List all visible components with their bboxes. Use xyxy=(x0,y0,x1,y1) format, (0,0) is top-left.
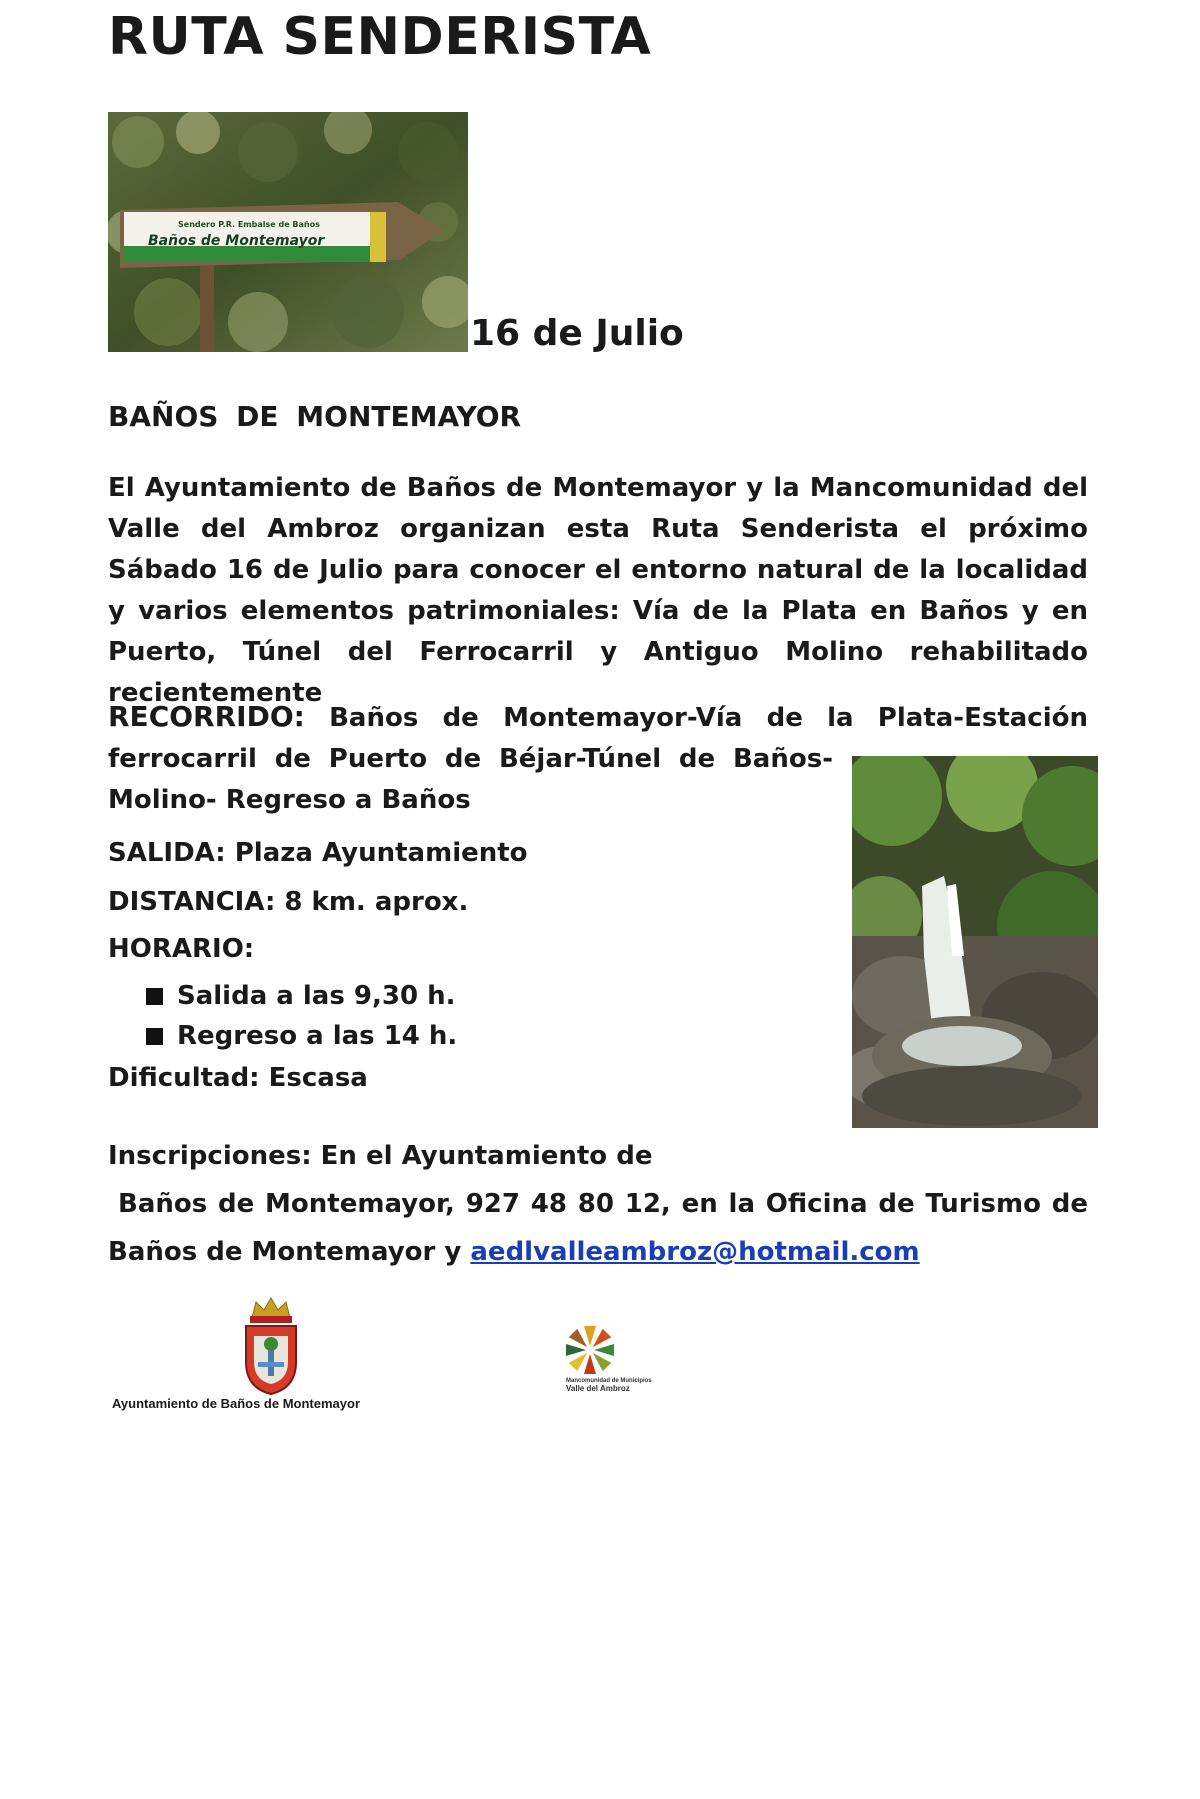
inscripciones-line-3 xyxy=(108,1228,1088,1276)
route-text-1: Baños de Montemayor-Vía de la Plata-Estación xyxy=(329,703,1088,733)
inscripciones-line-2: Baños de Montemayor, 927 48 80 12, en la Oficina de Turismo de xyxy=(118,1189,1088,1219)
logo2-caption-line2: Valle del Ambroz xyxy=(566,1383,630,1393)
horario-line: HORARIO: xyxy=(108,934,255,964)
square-bullet-icon xyxy=(146,988,163,1005)
inscripciones-block xyxy=(108,1132,1088,1276)
sign-line2: Baños de Montemayor xyxy=(148,233,325,249)
horario-item-2: Regreso a las 14 h. xyxy=(177,1021,458,1051)
logo1-caption: Ayuntamiento de Baños de Montemayor xyxy=(112,1396,360,1411)
route-line-3: Molino- Regreso a Baños xyxy=(108,785,471,815)
route-line-1 xyxy=(108,696,1088,739)
logo2-caption xyxy=(566,1378,656,1393)
email-link[interactable]: aedlvalleambroz@hotmail.com xyxy=(470,1237,920,1267)
event-date: 16 de Julio xyxy=(470,313,684,354)
flower-logo-icon xyxy=(562,1322,618,1378)
list-item xyxy=(146,981,455,1012)
route-line-2: ferrocarril de Puerto de Béjar-Túnel de Baños- xyxy=(108,744,833,774)
intro-paragraph: El Ayuntamiento de Baños de Montemayor y la Mancomunidad del Valle del Ambroz organizan esta Ruta Senderista el próximo Sábado 16 de Julio para conocer el entorno natural de la localidad y varios elementos patrimoniales: Vía de la Plata en Baños y en Puerto, Túnel del Ferrocarril y Antiguo Molino rehabilitado recientemente xyxy=(108,473,1088,708)
square-bullet-icon xyxy=(146,1028,163,1045)
coat-of-arms-icon xyxy=(240,1296,302,1396)
waterfall-photo xyxy=(852,756,1098,1128)
location-heading: BAÑOS DE MONTEMAYOR xyxy=(108,400,522,433)
horario-item-1: Salida a las 9,30 h. xyxy=(177,981,456,1011)
dificultad-line: Dificultad: Escasa xyxy=(108,1063,368,1093)
trail-sign-photo xyxy=(108,112,468,352)
inscripciones-line-1: Inscripciones: En el Ayuntamiento de xyxy=(108,1141,653,1171)
list-item xyxy=(146,1021,457,1052)
distancia-line: DISTANCIA: 8 km. aprox. xyxy=(108,887,469,917)
route-label: RECORRIDO: xyxy=(108,700,305,733)
page-title: RUTA SENDERISTA xyxy=(108,7,652,67)
salida-line: SALIDA: Plaza Ayuntamiento xyxy=(108,838,528,868)
inscripciones-text-3: Baños de Montemayor y xyxy=(108,1237,471,1267)
logo2-caption-line1: Mancomunidad de Municipios xyxy=(566,1378,652,1384)
sign-line1: Sendero P.R. Embalse de Baños xyxy=(178,220,320,229)
